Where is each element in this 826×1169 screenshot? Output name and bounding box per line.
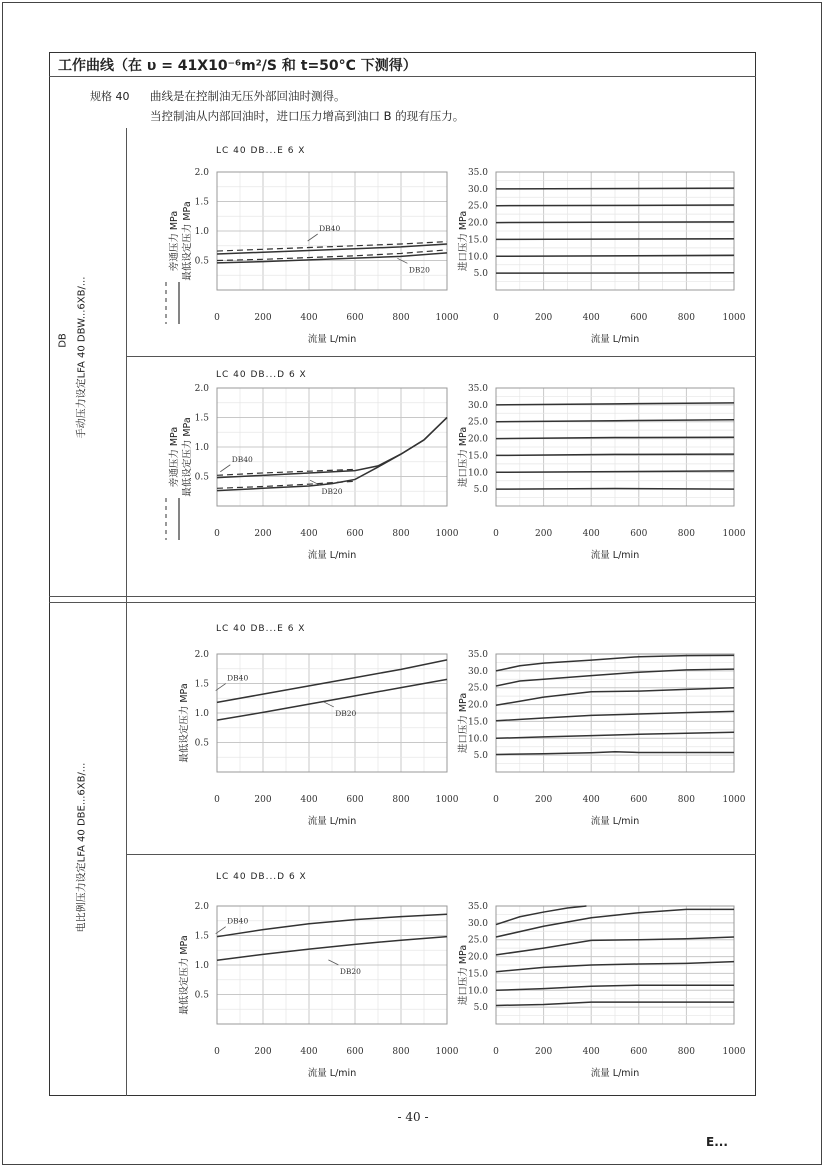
y-tick-label: 25.0: [467, 417, 488, 428]
annotation-label: DB20: [339, 966, 361, 976]
x-tick-label: 600: [630, 795, 648, 805]
x-axis-label: 流量 L/min: [307, 1068, 357, 1079]
y-tick-label: 20.0: [467, 952, 488, 963]
y-axis-label: 最低设定压力 MPa: [179, 683, 190, 763]
y-tick-label: 2.0: [194, 168, 209, 178]
x-tick-label: 800: [392, 529, 410, 539]
y-tick-label: 20.0: [467, 218, 488, 229]
y-tick-label: 35.0: [467, 650, 488, 660]
x-tick-label: 600: [346, 529, 364, 539]
series-line-2: [496, 222, 734, 223]
x-tick-label: 400: [300, 529, 318, 539]
y-tick-label: 2.0: [194, 902, 209, 912]
x-tick-label: 400: [582, 1047, 600, 1057]
chart-1: [457, 168, 746, 345]
y-tick-label: 1.0: [194, 709, 209, 719]
y-axis-label: 进口压力 MPa: [458, 210, 469, 272]
y-tick-label: 5.0: [473, 269, 488, 280]
y-tick-label: 15.0: [467, 969, 488, 980]
y-axis-label: 旁通压力 MPa: [169, 210, 180, 272]
x-axis-label: 流量 L/min: [307, 816, 357, 827]
x-tick-label: 0: [493, 529, 499, 539]
y-tick-label: 30.0: [467, 918, 488, 929]
x-tick-label: 600: [630, 529, 648, 539]
y-tick-label: 10.0: [467, 734, 488, 745]
series-line-3: [496, 239, 734, 240]
x-tick-label: 800: [392, 795, 410, 805]
x-tick-label: 200: [535, 313, 553, 323]
annotation-label: DB40: [227, 673, 249, 683]
y-tick-label: 35.0: [467, 168, 488, 178]
chart-4: [178, 624, 459, 827]
y-tick-label: 1.0: [194, 961, 209, 971]
section-2-label: 电比例压力设定LFA 40 DBE...6XB/...: [76, 762, 88, 933]
corner-mark: E...: [706, 1135, 728, 1149]
y-tick-label: 10.0: [467, 252, 488, 263]
x-tick-label: 0: [214, 795, 220, 805]
page-title: 工作曲线（在 υ = 41X10⁻⁶m²/S 和 t=50°C 下测得）: [58, 58, 417, 74]
x-axis-label: 流量 L/min: [590, 1068, 640, 1079]
y-tick-label: 1.0: [194, 227, 209, 237]
x-tick-label: 800: [677, 1047, 695, 1057]
y-tick-label: 15.0: [467, 235, 488, 246]
chart-2: [166, 370, 459, 561]
y-tick-label: 10.0: [467, 468, 488, 479]
x-tick-label: 800: [677, 313, 695, 323]
y-tick-label: 25.0: [467, 201, 488, 212]
x-tick-label: 200: [254, 1047, 272, 1057]
y-tick-label: 25.0: [467, 683, 488, 694]
chart-6: [178, 872, 459, 1079]
y-tick-label: 35.0: [467, 902, 488, 912]
x-tick-label: 800: [392, 1047, 410, 1057]
x-tick-label: 400: [582, 313, 600, 323]
annotation-label: DB40: [319, 224, 341, 233]
y-tick-label: 0.5: [194, 256, 209, 267]
chart-title: LC 40 DB...E 6 X: [216, 624, 306, 634]
x-tick-label: 400: [300, 795, 318, 805]
y-tick-label: 1.5: [194, 197, 209, 208]
x-tick-label: 600: [346, 795, 364, 805]
x-tick-label: 1000: [435, 795, 459, 805]
series-line-4: [496, 255, 734, 256]
y-axis-label: 最低设定压力 MPa: [182, 417, 193, 497]
x-tick-label: 200: [535, 529, 553, 539]
annotation-label: DB20: [408, 265, 430, 275]
x-tick-label: 1000: [435, 1047, 459, 1057]
x-tick-label: 400: [582, 795, 600, 805]
y-tick-label: 5.0: [473, 751, 488, 762]
x-tick-label: 800: [677, 529, 695, 539]
x-axis-label: 流量 L/min: [590, 816, 640, 827]
x-tick-label: 800: [677, 795, 695, 805]
y-tick-label: 30.0: [467, 400, 488, 411]
x-tick-label: 200: [254, 529, 272, 539]
x-tick-label: 0: [214, 529, 220, 539]
x-tick-label: 0: [493, 1047, 499, 1057]
x-tick-label: 600: [630, 1047, 648, 1057]
series-line-5: [496, 488, 734, 489]
y-tick-label: 25.0: [467, 935, 488, 946]
x-tick-label: 200: [535, 795, 553, 805]
y-tick-label: 35.0: [467, 384, 488, 394]
y-tick-label: 5.0: [473, 1003, 488, 1014]
x-tick-label: 600: [346, 1047, 364, 1057]
x-tick-label: 0: [214, 1047, 220, 1057]
y-tick-label: 20.0: [467, 700, 488, 711]
x-axis-label: 流量 L/min: [307, 334, 357, 345]
chart-3: [457, 384, 746, 561]
y-tick-label: 10.0: [467, 986, 488, 997]
y-tick-label: 30.0: [467, 666, 488, 677]
y-tick-label: 15.0: [467, 451, 488, 462]
y-axis-label: 进口压力 MPa: [458, 426, 469, 488]
y-axis-label: 最低设定压力 MPa: [179, 935, 190, 1015]
x-tick-label: 1000: [722, 795, 746, 805]
x-tick-label: 1000: [722, 529, 746, 539]
x-axis-label: 流量 L/min: [590, 550, 640, 561]
x-tick-label: 400: [582, 529, 600, 539]
series-line-0: [496, 188, 734, 189]
annotation-label: DB20: [321, 487, 343, 497]
y-axis-label: 最低设定压力 MPa: [182, 201, 193, 281]
annotation-label: DB40: [231, 454, 253, 464]
x-tick-label: 600: [630, 313, 648, 323]
y-tick-label: 1.5: [194, 931, 209, 942]
size-label: 规格 40: [90, 90, 130, 103]
page-number: - 40 -: [397, 1110, 429, 1124]
y-axis-label: 旁通压力 MPa: [169, 426, 180, 488]
chart-title: LC 40 DB...E 6 X: [216, 146, 306, 156]
section-1-label-line2: 手动压力设定LFA 40 DBW...6XB/...: [76, 276, 88, 439]
y-tick-label: 30.0: [467, 184, 488, 195]
chart-7: [457, 902, 746, 1079]
x-tick-label: 1000: [722, 1047, 746, 1057]
y-tick-label: 2.0: [194, 384, 209, 394]
y-axis-label: 进口压力 MPa: [458, 944, 469, 1006]
y-tick-label: 5.0: [473, 485, 488, 496]
x-tick-label: 1000: [435, 529, 459, 539]
x-tick-label: 0: [493, 795, 499, 805]
y-tick-label: 2.0: [194, 650, 209, 660]
x-tick-label: 200: [535, 1047, 553, 1057]
annotation-leader: [328, 960, 338, 965]
annotation-label: DB40: [227, 916, 249, 926]
x-tick-label: 0: [493, 313, 499, 323]
x-tick-label: 1000: [722, 313, 746, 323]
annotation-label: DB20: [335, 708, 357, 718]
y-tick-label: 1.5: [194, 413, 209, 424]
x-tick-label: 600: [346, 313, 364, 323]
y-tick-label: 0.5: [194, 472, 209, 483]
y-tick-label: 0.5: [194, 738, 209, 749]
x-tick-label: 400: [300, 1047, 318, 1057]
y-tick-label: 20.0: [467, 434, 488, 445]
y-tick-label: 15.0: [467, 717, 488, 728]
x-tick-label: 400: [300, 313, 318, 323]
x-tick-label: 800: [392, 313, 410, 323]
chart-0: [166, 146, 459, 345]
note-line-2: 当控制油从内部回油时，进口压力增高到油口 B 的现有压力。: [150, 109, 465, 123]
note-line-1: 曲线是在控制油无压外部回油时测得。: [150, 89, 346, 103]
section-1-label-line1: DB: [57, 333, 69, 348]
x-axis-label: 流量 L/min: [590, 334, 640, 345]
x-tick-label: 200: [254, 313, 272, 323]
series-line-1: [496, 205, 734, 206]
y-tick-label: 1.0: [194, 443, 209, 453]
x-tick-label: 1000: [435, 313, 459, 323]
x-tick-label: 200: [254, 795, 272, 805]
y-tick-label: 0.5: [194, 990, 209, 1001]
chart-title: LC 40 DB...D 6 X: [216, 370, 307, 380]
annotation-leader: [220, 465, 230, 472]
x-tick-label: 0: [214, 313, 220, 323]
chart-5: [457, 650, 746, 827]
chart-title: LC 40 DB...D 6 X: [216, 872, 307, 882]
y-axis-label: 进口压力 MPa: [458, 692, 469, 754]
y-tick-label: 1.5: [194, 679, 209, 690]
x-axis-label: 流量 L/min: [307, 550, 357, 561]
